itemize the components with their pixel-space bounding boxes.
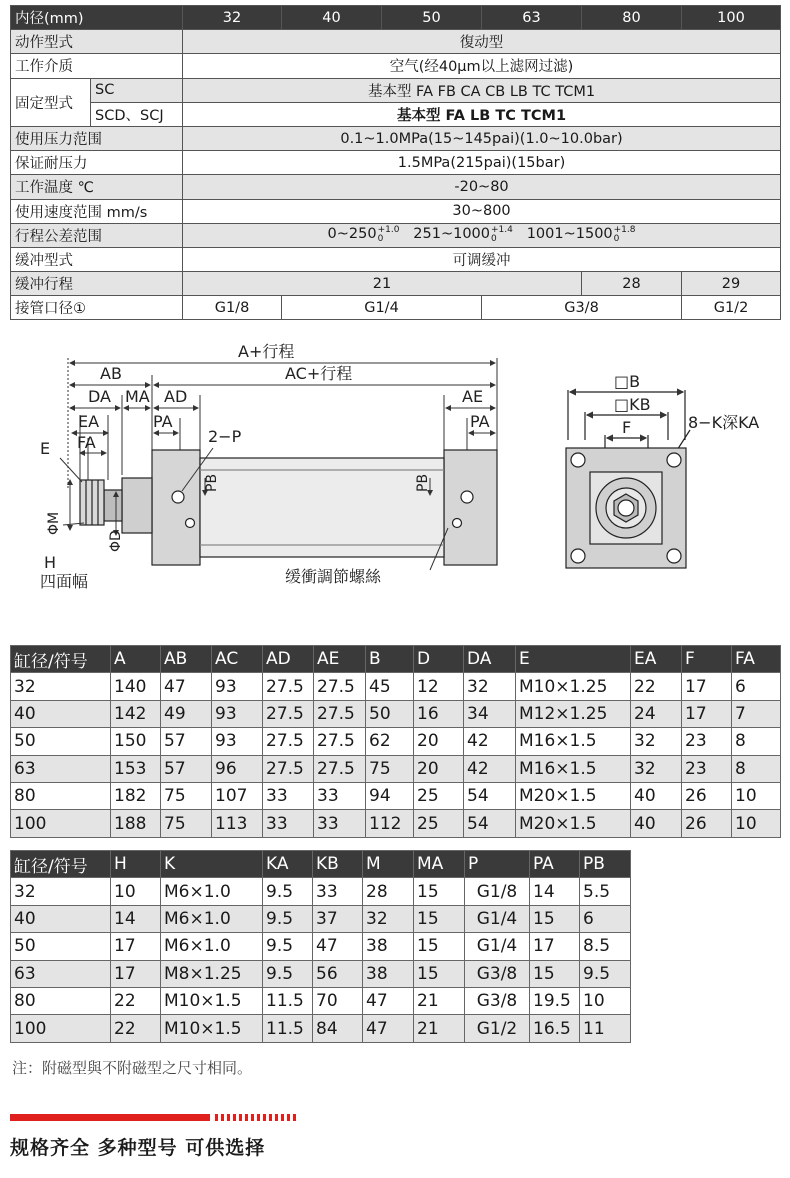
table-cell: 112 (366, 810, 414, 837)
table-cell: 22 (111, 987, 161, 1014)
dim1-header-3: AC (212, 646, 263, 673)
cushion-type-label: 缓冲型式 (11, 247, 183, 271)
table-cell: 17 (530, 933, 580, 960)
dim1-header-4: AD (263, 646, 314, 673)
tolerance-sup-1: +1.0 (377, 225, 400, 236)
table-cell: 7 (732, 700, 781, 727)
table-cell: 38 (363, 933, 414, 960)
mounting-label: 固定型式 (11, 78, 91, 126)
accent-dash (263, 1114, 266, 1121)
table-cell: 75 (366, 755, 414, 782)
table-cell: 20 (414, 755, 464, 782)
table-cell: 27.5 (314, 755, 366, 782)
spec-row-cushion-stroke (11, 272, 781, 296)
table-cell: 15 (414, 960, 465, 987)
table-cell: 80 (11, 987, 111, 1014)
label-k-depth: 8−K深KA (688, 413, 760, 432)
accent-dash (287, 1114, 290, 1121)
table-cell: 75 (161, 810, 212, 837)
table-cell: 40 (631, 782, 682, 809)
label-ae: AE (462, 387, 484, 406)
table-cell: 27.5 (263, 673, 314, 700)
table-cell: 15 (414, 905, 465, 932)
temperature-value: -20~80 (183, 175, 781, 199)
label-f: F (622, 418, 632, 437)
table-cell: 150 (111, 728, 161, 755)
spec-header-row (11, 6, 781, 30)
table-cell: 27.5 (314, 673, 366, 700)
dim2-header-4: KB (313, 851, 363, 878)
dim1-header-1: A (111, 646, 161, 673)
table-cell: 142 (111, 700, 161, 727)
table-cell: 56 (313, 960, 363, 987)
medium-value: 空气(经40μm以上滤网过滤) (183, 54, 781, 78)
table-cell: 15 (414, 878, 465, 905)
label-pb: PB (204, 473, 220, 492)
accent-dash (257, 1114, 260, 1121)
table-cell: 57 (161, 728, 212, 755)
table-cell: 113 (212, 810, 263, 837)
table-cell: 11.5 (263, 987, 313, 1014)
cushion-stroke-v2: 28 (582, 272, 682, 296)
tolerance-sub-1: 0 (377, 234, 384, 245)
proof-label: 保证耐压力 (11, 151, 183, 175)
table-cell: M12×1.25 (516, 700, 631, 727)
action-label: 动作型式 (11, 30, 183, 54)
table-row (11, 782, 781, 809)
table-cell: 33 (263, 810, 314, 837)
mounting-sc-label: SC (91, 78, 183, 102)
table-cell: 9.5 (263, 905, 313, 932)
accent-dash (227, 1114, 230, 1121)
table-cell: 93 (212, 728, 263, 755)
table-row (11, 1015, 631, 1042)
table-cell: 17 (682, 673, 732, 700)
label-ab: AB (100, 364, 122, 383)
table-cell: 57 (161, 755, 212, 782)
table-cell: 24 (631, 700, 682, 727)
mounting-scd-value: 基本型 FA LB TC TCM1 (183, 102, 781, 126)
dim1-header-6: B (366, 646, 414, 673)
footnote: 注：附磁型與不附磁型之尺寸相同。 (12, 1059, 253, 1077)
table-cell: 19.5 (530, 987, 580, 1014)
table-cell: M6×1.0 (161, 933, 263, 960)
tolerance-label: 行程公差范围 (11, 223, 183, 247)
table-cell: 12 (414, 673, 464, 700)
table-cell: M20×1.5 (516, 782, 631, 809)
table-cell: 26 (682, 810, 732, 837)
table-cell: 42 (464, 755, 516, 782)
table-cell: 33 (314, 782, 366, 809)
table-cell: 10 (732, 810, 781, 837)
table-cell: G1/4 (465, 905, 530, 932)
label-ea: EA (78, 412, 100, 431)
tolerance-range-1: 0~250 (327, 226, 377, 243)
table-cell: 80 (11, 782, 111, 809)
table-cell: 14 (111, 905, 161, 932)
table-cell: 100 (11, 810, 111, 837)
port-label: 接管口径① (11, 296, 183, 320)
table-cell: 70 (313, 987, 363, 1014)
accent-dash (275, 1114, 278, 1121)
bore-32: 32 (183, 6, 282, 30)
table-cell: 63 (11, 960, 111, 987)
label-e: E (40, 439, 51, 458)
label-fa: FA (77, 433, 96, 452)
port-v4: G1/2 (682, 296, 781, 320)
table-cell: 93 (212, 673, 263, 700)
table-cell: 17 (111, 933, 161, 960)
dim2-header-6: MA (414, 851, 465, 878)
label-a-stroke: A+行程 (238, 342, 295, 361)
table-cell: 11.5 (263, 1015, 313, 1042)
label-ma: MA (125, 387, 150, 406)
tolerance-value (183, 223, 781, 247)
dim2-header-3: KA (263, 851, 313, 878)
table-cell: M10×1.5 (161, 987, 263, 1014)
spec-table (10, 5, 781, 320)
spec-row-action (11, 30, 781, 54)
table-cell: 140 (111, 673, 161, 700)
table-cell: 34 (464, 700, 516, 727)
table-row (11, 755, 781, 782)
table-cell: 15 (414, 933, 465, 960)
label-four-face: 四面幅 (40, 572, 89, 591)
label-phi-d: ΦD (108, 530, 124, 552)
spec-row-mounting-sc (11, 78, 781, 102)
table-cell: 27.5 (263, 700, 314, 727)
table-cell: 33 (314, 810, 366, 837)
action-value: 復动型 (183, 30, 781, 54)
table-cell: M16×1.5 (516, 755, 631, 782)
tolerance-range-3: 1001~1500 (526, 226, 613, 243)
table-cell: 84 (313, 1015, 363, 1042)
dim1-header-8: DA (464, 646, 516, 673)
dim1-header-5: AE (314, 646, 366, 673)
dim2-header-row (11, 851, 631, 878)
table-cell: 15 (530, 905, 580, 932)
table-cell: 50 (366, 700, 414, 727)
table-cell: 33 (263, 782, 314, 809)
tolerance-sub-2: 0 (491, 234, 497, 245)
spec-row-pressure (11, 126, 781, 150)
cushion-type-value: 可调缓冲 (183, 247, 781, 271)
proof-value: 1.5MPa(215pai)(15bar) (183, 151, 781, 175)
table-cell: 153 (111, 755, 161, 782)
label-cushion-screw: 缓衝調節螺絲 (285, 567, 382, 586)
table-cell: 40 (11, 905, 111, 932)
table-cell: 8 (732, 755, 781, 782)
table-cell: 40 (631, 810, 682, 837)
label-da: DA (88, 387, 111, 406)
table-cell: 50 (11, 933, 111, 960)
temperature-label: 工作温度 ℃ (11, 175, 183, 199)
accent-dash (293, 1114, 296, 1121)
spec-row-cushion-type (11, 247, 781, 271)
label-sq-b: □B (614, 372, 641, 391)
table-cell: 32 (11, 878, 111, 905)
table-cell: 32 (363, 905, 414, 932)
table-cell: 93 (212, 700, 263, 727)
table-cell: M6×1.0 (161, 905, 263, 932)
accent-dash (221, 1114, 224, 1121)
table-cell: 32 (11, 673, 111, 700)
accent-dash (245, 1114, 248, 1121)
table-cell: 47 (313, 933, 363, 960)
table-cell: 11 (580, 1015, 631, 1042)
pressure-value: 0.1~1.0MPa(15~145pai)(1.0~10.0bar) (183, 126, 781, 150)
dim1-header-row (11, 646, 781, 673)
table-cell: 49 (161, 700, 212, 727)
port-v1: G1/8 (183, 296, 282, 320)
cushion-stroke-v1: 21 (183, 272, 582, 296)
table-cell: M10×1.5 (161, 1015, 263, 1042)
dim2-header-7: P (465, 851, 530, 878)
dim2-header-2: K (161, 851, 263, 878)
mounting-sc-value: 基本型 FA FB CA CB LB TC TCM1 (183, 78, 781, 102)
table-cell: 5.5 (580, 878, 631, 905)
table-row (11, 987, 631, 1014)
table-row (11, 960, 631, 987)
spec-row-mounting-scd (11, 102, 781, 126)
dim1-header-12: FA (732, 646, 781, 673)
label-phi-m: ΦM (46, 511, 62, 535)
dim1-header-10: EA (631, 646, 682, 673)
spec-row-tolerance (11, 223, 781, 247)
table-cell: 27.5 (314, 700, 366, 727)
accent-dash (251, 1114, 254, 1121)
table-cell: M16×1.5 (516, 728, 631, 755)
table-cell: 9.5 (263, 933, 313, 960)
table-cell: 8 (732, 728, 781, 755)
table-row (11, 700, 781, 727)
table-cell: M10×1.25 (516, 673, 631, 700)
table-row (11, 878, 631, 905)
speed-value: 30~800 (183, 199, 781, 223)
table-cell: 22 (111, 1015, 161, 1042)
dim2-header-0: 缸径/符号 (11, 851, 111, 878)
table-cell: 10 (580, 987, 631, 1014)
red-accent-bar (10, 1114, 300, 1121)
label-ac-stroke: AC+行程 (285, 364, 353, 383)
dim2-header-1: H (111, 851, 161, 878)
bore-40: 40 (282, 6, 382, 30)
table-cell: 16 (414, 700, 464, 727)
table-cell: 20 (414, 728, 464, 755)
mounting-scd-label: SCD、SCJ (91, 102, 183, 126)
pressure-label: 使用压力范围 (11, 126, 183, 150)
bore-100: 100 (682, 6, 781, 30)
dim2-header-8: PA (530, 851, 580, 878)
table-cell: 63 (11, 755, 111, 782)
table-cell: 27.5 (263, 755, 314, 782)
dim1-header-9: E (516, 646, 631, 673)
table-cell: 40 (11, 700, 111, 727)
table-cell: 96 (212, 755, 263, 782)
cushion-stroke-v3: 29 (682, 272, 781, 296)
label-h: H (44, 553, 57, 572)
table-cell: 23 (682, 728, 732, 755)
table-cell: 32 (464, 673, 516, 700)
table-cell: 62 (366, 728, 414, 755)
table-cell: 54 (464, 782, 516, 809)
label-pa-right: PA (470, 412, 490, 431)
dim1-header-11: F (682, 646, 732, 673)
label-sq-kb: □KB (614, 395, 651, 414)
table-cell: 32 (631, 755, 682, 782)
table-cell: 107 (212, 782, 263, 809)
table-cell: 47 (363, 987, 414, 1014)
label-pb-right: PB (415, 473, 431, 492)
table-cell: 17 (111, 960, 161, 987)
table-cell: 9.5 (263, 878, 313, 905)
slogan: 规格齐全 多种型号 可供选择 (10, 1137, 266, 1159)
dim2-header-9: PB (580, 851, 631, 878)
table-row (11, 810, 781, 837)
table-cell: 182 (111, 782, 161, 809)
table-cell: 21 (414, 1015, 465, 1042)
table-cell: M20×1.5 (516, 810, 631, 837)
table-cell: 9.5 (263, 960, 313, 987)
table-cell: 6 (732, 673, 781, 700)
table-cell: 25 (414, 782, 464, 809)
bore-63: 63 (482, 6, 582, 30)
table-cell: 38 (363, 960, 414, 987)
label-2p: 2−P (208, 427, 242, 446)
table-cell: G3/8 (465, 987, 530, 1014)
table-cell: 32 (631, 728, 682, 755)
table-cell: 23 (682, 755, 732, 782)
dim2-header-5: M (363, 851, 414, 878)
cylinder-drawing (0, 330, 790, 630)
table-cell: 50 (11, 728, 111, 755)
table-cell: 17 (682, 700, 732, 727)
tolerance-range-2: 251~1000 (413, 226, 490, 243)
table-cell: 9.5 (580, 960, 631, 987)
table-cell: 21 (414, 987, 465, 1014)
cushion-stroke-label: 缓冲行程 (11, 272, 183, 296)
spec-row-temperature (11, 175, 781, 199)
dim1-header-2: AB (161, 646, 212, 673)
table-cell: 15 (530, 960, 580, 987)
table-cell: 37 (313, 905, 363, 932)
accent-dash (281, 1114, 284, 1121)
table-cell: 27.5 (263, 728, 314, 755)
table-cell: 27.5 (314, 728, 366, 755)
label-ad: AD (164, 387, 188, 406)
table-cell: 47 (161, 673, 212, 700)
table-cell: 47 (363, 1015, 414, 1042)
tolerance-sup-2: +1.4 (491, 225, 513, 236)
spec-row-speed (11, 199, 781, 223)
table-cell: 6 (580, 905, 631, 932)
table-row (11, 728, 781, 755)
dim1-header-7: D (414, 646, 464, 673)
table-cell: G1/2 (465, 1015, 530, 1042)
table-cell: G1/4 (465, 933, 530, 960)
spec-row-medium (11, 54, 781, 78)
table-cell: 33 (313, 878, 363, 905)
dim1-header-0: 缸径/符号 (11, 646, 111, 673)
port-v3: G3/8 (482, 296, 682, 320)
table-cell: G1/8 (465, 878, 530, 905)
port-v2: G1/4 (282, 296, 482, 320)
table-cell: 28 (363, 878, 414, 905)
accent-dash (233, 1114, 236, 1121)
table-cell: M8×1.25 (161, 960, 263, 987)
speed-label: 使用速度范围 mm/s (11, 199, 183, 223)
label-pa: PA (153, 412, 173, 431)
table-cell: 45 (366, 673, 414, 700)
spec-header-label: 内径(mm) (11, 6, 183, 30)
bore-80: 80 (582, 6, 682, 30)
dimension-table-2 (10, 850, 631, 1043)
table-cell: 188 (111, 810, 161, 837)
accent-dash (239, 1114, 242, 1121)
table-cell: 94 (366, 782, 414, 809)
table-cell: 100 (11, 1015, 111, 1042)
table-cell: 54 (464, 810, 516, 837)
tolerance-sub-3: 0 (613, 234, 620, 245)
table-cell: 10 (111, 878, 161, 905)
accent-dash (269, 1114, 272, 1121)
table-row (11, 905, 631, 932)
tolerance-sup-3: +1.8 (613, 225, 636, 236)
medium-label: 工作介质 (11, 54, 183, 78)
table-cell: 14 (530, 878, 580, 905)
spec-row-proof (11, 151, 781, 175)
table-cell: G3/8 (465, 960, 530, 987)
table-cell: 16.5 (530, 1015, 580, 1042)
spec-row-port (11, 296, 781, 320)
table-cell: 75 (161, 782, 212, 809)
table-cell: 8.5 (580, 933, 631, 960)
table-cell: 42 (464, 728, 516, 755)
table-row (11, 673, 781, 700)
table-cell: M6×1.0 (161, 878, 263, 905)
table-cell: 22 (631, 673, 682, 700)
table-cell: 25 (414, 810, 464, 837)
accent-dash (215, 1114, 218, 1121)
dimension-table-1 (10, 645, 781, 838)
table-cell: 10 (732, 782, 781, 809)
bore-50: 50 (382, 6, 482, 30)
table-cell: 26 (682, 782, 732, 809)
table-row (11, 933, 631, 960)
